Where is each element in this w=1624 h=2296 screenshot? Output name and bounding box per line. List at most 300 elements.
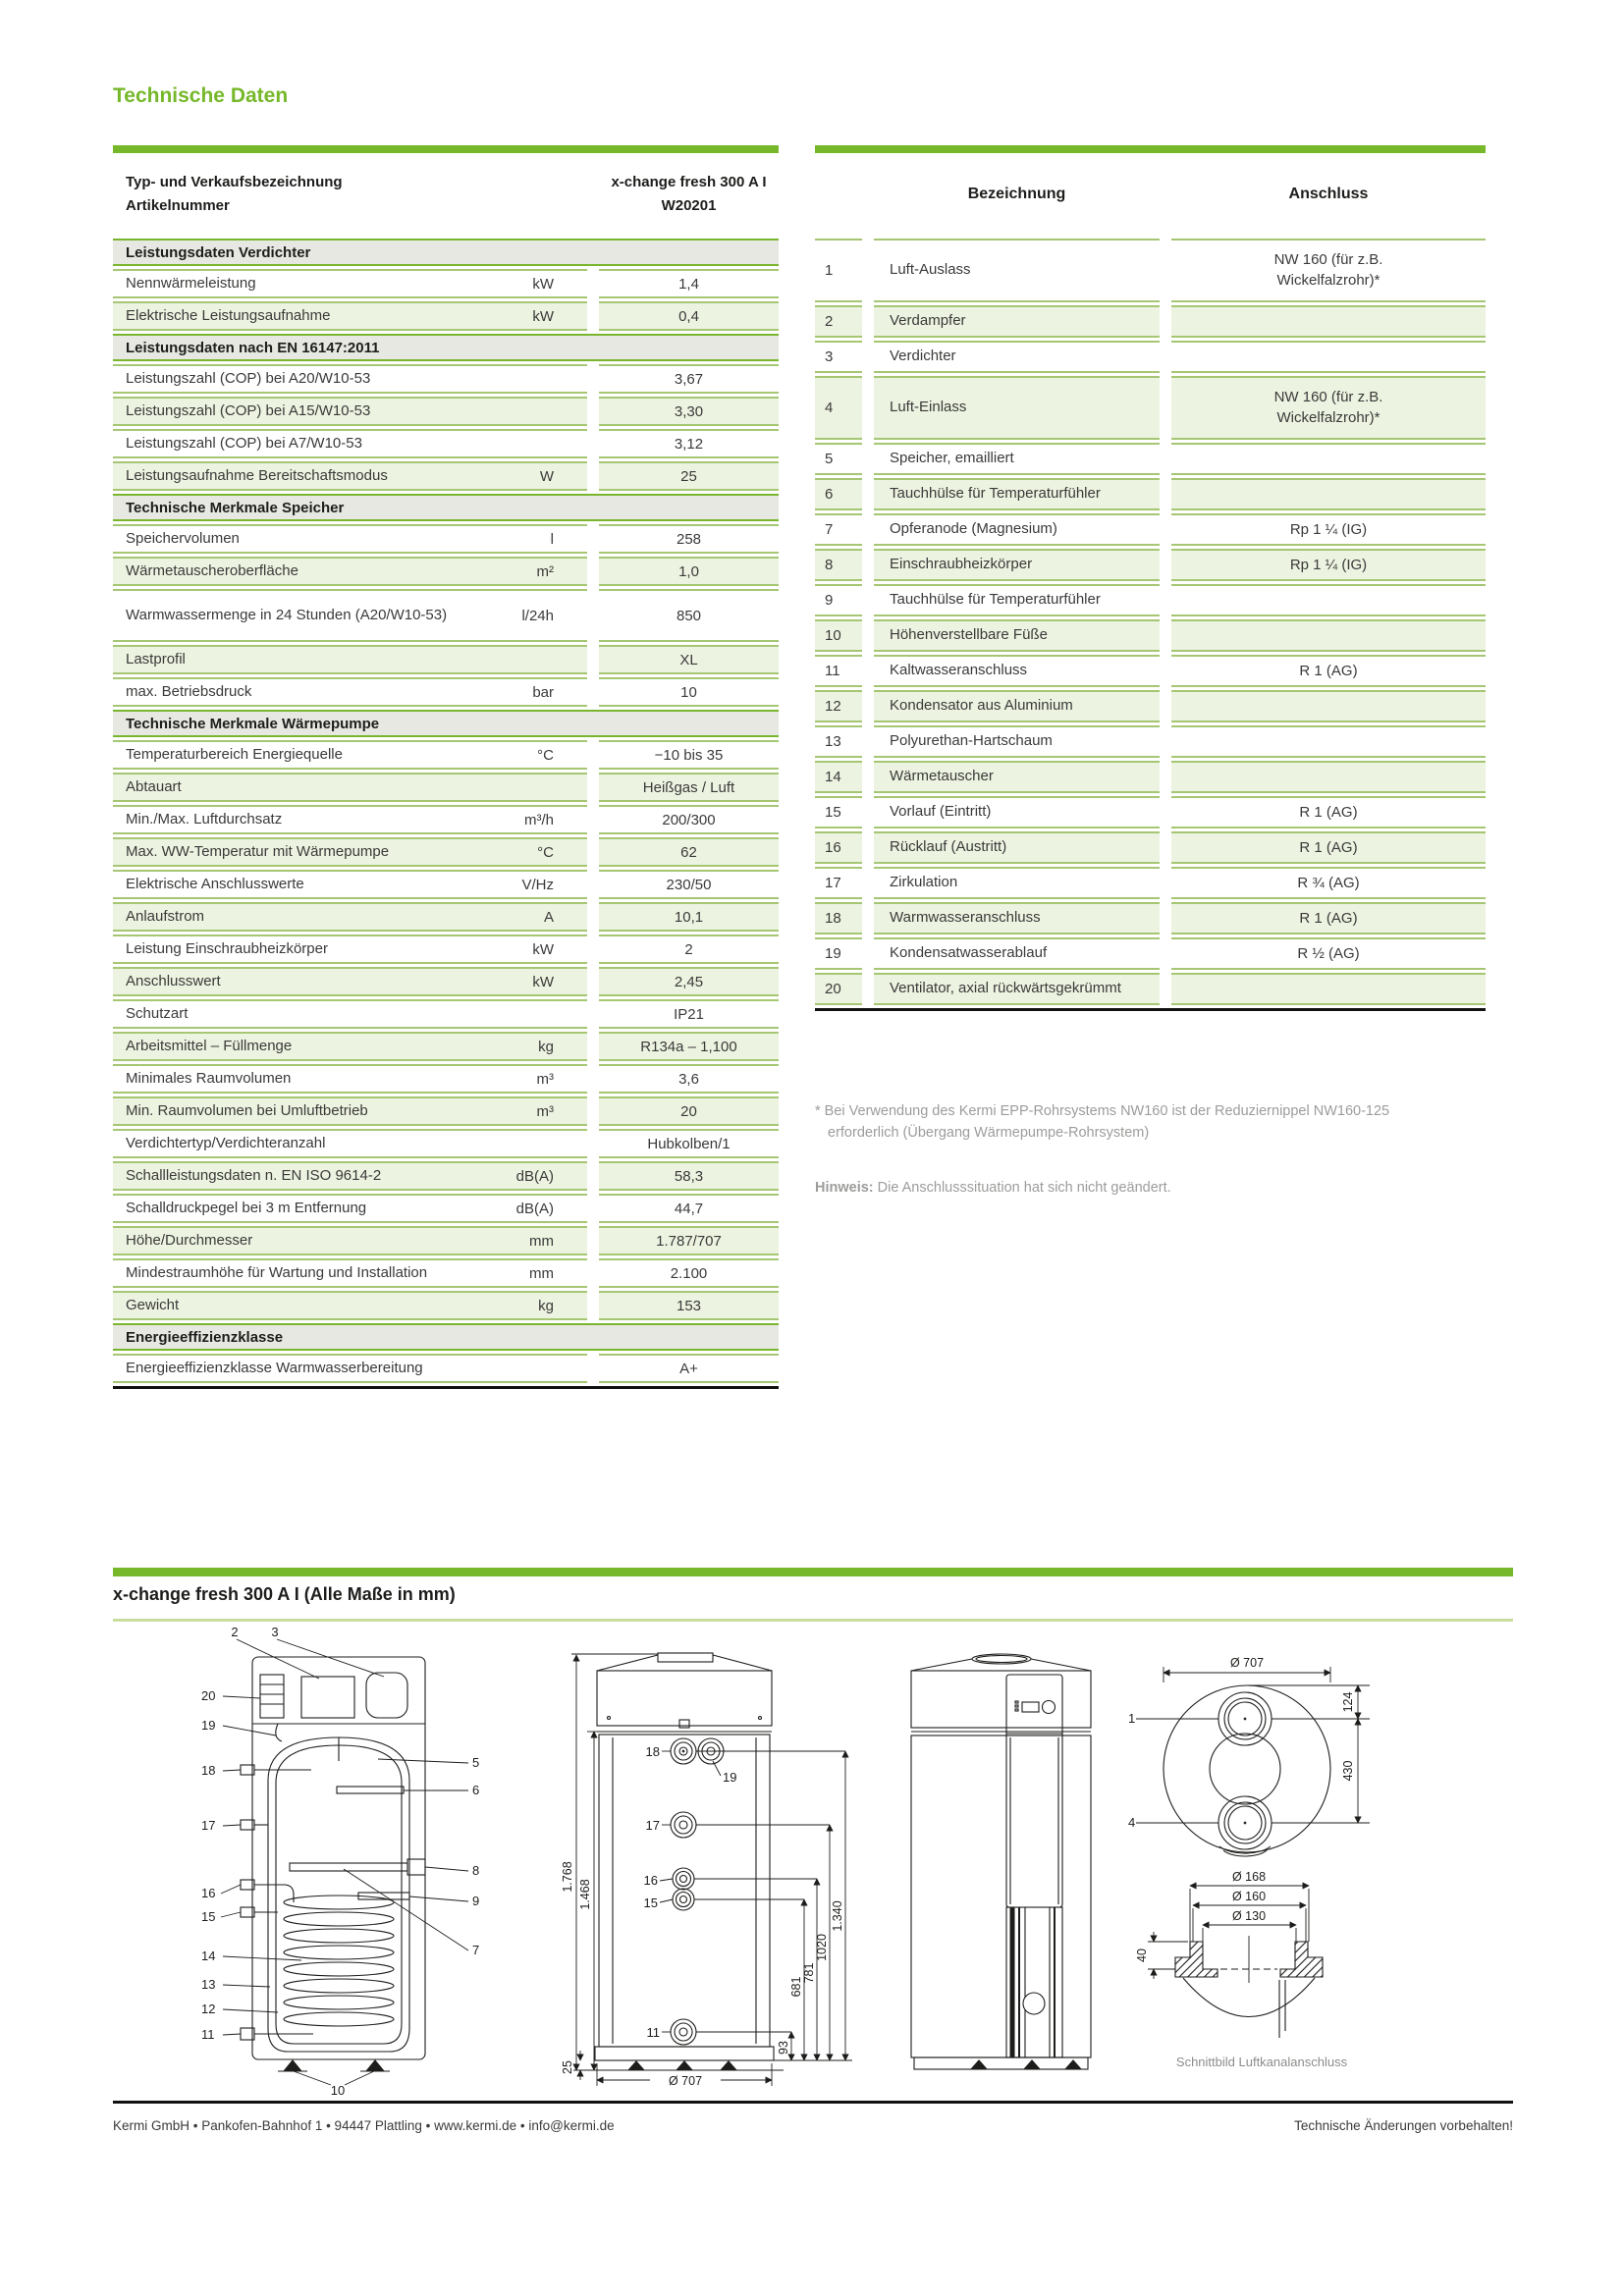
callout-2: 2: [231, 1625, 239, 1639]
cutaway-geometry: [241, 1657, 425, 2071]
connection-row: [815, 305, 1486, 338]
connection-row-number: 16: [815, 831, 862, 864]
footer-disclaimer: Technische Änderungen vorbehalten!: [1294, 2118, 1513, 2133]
port-label-18: 18: [645, 1744, 660, 1759]
callout-5: 5: [472, 1755, 480, 1770]
dim-25: 25: [561, 2060, 574, 2074]
spec-row-main: [113, 461, 587, 491]
connection-row: [815, 584, 1486, 616]
spec-header-line2: Artikelnummer: [126, 197, 230, 214]
dim-total-height: 1.768: [561, 1861, 574, 1893]
dim-duct-40: 40: [1135, 1949, 1149, 1962]
connection-row-name: [874, 584, 1160, 616]
connection-row-connection: [1171, 619, 1486, 652]
connection-size-text: Rp 1 ¼ (IG): [1289, 521, 1368, 538]
spec-row-value: 3,12: [599, 429, 779, 458]
connection-row-connection: [1171, 690, 1486, 722]
spec-row-value: 1.787/707: [599, 1226, 779, 1255]
connection-row-name: [874, 973, 1160, 1005]
spec-row-label: Temperaturbereich Energiequelle: [126, 745, 343, 763]
duct-dimension-lines: [1148, 1886, 1309, 1979]
spec-row-unit: kW: [532, 275, 554, 293]
spec-row: [113, 364, 779, 394]
callout-1: 1: [1128, 1711, 1136, 1726]
connection-name-text: Verdichter: [890, 347, 956, 365]
article-number: W20201: [661, 197, 717, 214]
spec-row-value: R134a – 1,100: [599, 1032, 779, 1061]
footer: [113, 2118, 1513, 2133]
connection-row-name: [874, 761, 1160, 793]
spec-row-main: [113, 301, 587, 331]
drawings-section-bar: [113, 1568, 1513, 1576]
spec-row-unit: kg: [538, 1297, 554, 1314]
callout-9: 9: [472, 1894, 480, 1908]
spec-row-main: [113, 364, 587, 394]
connection-name-text: Speicher, emailliert: [890, 450, 1014, 467]
callout-8: 8: [472, 1863, 480, 1878]
spec-row-label: Leistungsaufnahme Bereitschaftsmodus: [126, 466, 388, 484]
product-name: x-change fresh 300 A I: [611, 174, 767, 190]
spec-row: [113, 934, 779, 964]
callout-4: 4: [1128, 1815, 1136, 1830]
spec-row-unit: dB(A): [515, 1167, 554, 1185]
connection-name-text: Polyurethan-Hartschaum: [890, 732, 1053, 750]
port-label-17: 17: [645, 1818, 660, 1833]
spec-table-rows: [113, 239, 779, 1383]
spec-table-header: [113, 153, 779, 236]
connection-row-number: 10: [815, 619, 862, 652]
connection-row-connection: [1171, 584, 1486, 616]
spec-row-label: Abtauart: [126, 777, 182, 795]
connection-size-text: R ¾ (AG): [1297, 875, 1360, 891]
spec-row: [113, 1354, 779, 1383]
connection-row-connection: [1171, 725, 1486, 758]
top-view-geometry: [1164, 1685, 1330, 1856]
connection-name-text: Luft-Einlass: [890, 399, 967, 416]
spec-row-label: Min. Raumvolumen bei Umluftbetrieb: [126, 1101, 368, 1119]
connection-row-name: [874, 655, 1160, 687]
spec-row-main: [113, 1291, 587, 1320]
spec-row-value: −10 bis 35: [599, 740, 779, 770]
front-dimension-lines: [571, 1654, 852, 2086]
front-geometry: [573, 1653, 784, 2070]
spec-row-label: Gewicht: [126, 1296, 180, 1313]
spec-row: [113, 269, 779, 298]
spec-row-label: Leistung Einschraubheizkörper: [126, 939, 328, 957]
spec-row-unit: V/Hz: [521, 876, 554, 893]
connection-row-connection: [1171, 973, 1486, 1005]
spec-row: [113, 902, 779, 932]
spec-row-value: 850: [599, 589, 779, 642]
connection-row-name: [874, 725, 1160, 758]
spec-row-value: 3,30: [599, 397, 779, 426]
spec-row-main: [113, 1226, 587, 1255]
connection-row: [815, 973, 1486, 1005]
connection-row-name: [874, 478, 1160, 510]
spec-row-value: 1,0: [599, 557, 779, 586]
dim-93: 93: [777, 2041, 790, 2055]
connection-row-name: [874, 341, 1160, 373]
connection-row-number: 20: [815, 973, 862, 1005]
spec-row-main: [113, 1096, 587, 1126]
spec-header-product: [599, 153, 779, 236]
spec-row-label: Verdichtertyp/Verdichteranzahl: [126, 1134, 326, 1151]
spec-row: [113, 397, 779, 426]
front-view-geometry: [911, 1654, 1091, 2069]
connection-row-number: 1: [815, 239, 862, 302]
spec-row-label: Min./Max. Luftdurchsatz: [126, 810, 283, 828]
spec-row-main: [113, 740, 587, 770]
spec-row-main: [113, 269, 587, 298]
port-16: [673, 1868, 694, 1890]
connection-row: [815, 796, 1486, 828]
spec-row-main: [113, 934, 587, 964]
spec-row-unit: kg: [538, 1038, 554, 1055]
spec-row-main: [113, 429, 587, 458]
spec-row: [113, 1064, 779, 1094]
spec-header-line1: Typ- und Verkaufsbezeichnung: [126, 174, 343, 190]
top-view-dimension-lines: [1136, 1667, 1370, 1823]
callout-13: 13: [201, 1977, 216, 1992]
dim-duct-130: Ø 130: [1231, 1909, 1267, 1923]
spec-row-main: [113, 999, 587, 1029]
connection-row-connection: [1171, 867, 1486, 899]
spec-row-unit: m²: [536, 562, 554, 580]
spec-row: [113, 870, 779, 899]
port-11: [671, 2019, 696, 2045]
port-15: [673, 1889, 694, 1910]
connection-name-text: Wärmetauscher: [890, 768, 994, 785]
dim-781: 781: [802, 1962, 816, 1984]
spec-row-value: 2.100: [599, 1258, 779, 1288]
connections-table-header: [815, 153, 1486, 236]
spec-row-label: max. Betriebsdruck: [126, 682, 252, 700]
connection-row-name: [874, 796, 1160, 828]
callout-17: 17: [201, 1818, 216, 1833]
connection-row: [815, 902, 1486, 934]
connection-size-text: NW 160 (für z.B. Wickelfalzrohr)*: [1273, 251, 1383, 289]
connection-row-number: 2: [815, 305, 862, 338]
spec-section-row: [113, 239, 779, 266]
connections-header-connection: Anschluss: [1288, 186, 1369, 202]
connection-row: [815, 478, 1486, 510]
connection-row-connection: [1171, 655, 1486, 687]
spec-row-main: [113, 870, 587, 899]
connection-row: [815, 725, 1486, 758]
spec-row: [113, 1096, 779, 1126]
spec-row-main: [113, 397, 587, 426]
front-view-drawing: [908, 1647, 1095, 2094]
spec-row-value: 258: [599, 524, 779, 554]
spec-row-main: [113, 902, 587, 932]
connection-row: [815, 655, 1486, 687]
callout-12: 12: [201, 2002, 216, 2016]
connection-size-text: R ½ (AG): [1297, 945, 1360, 962]
port-label-19: 19: [723, 1770, 737, 1785]
connection-row-number: 11: [815, 655, 862, 687]
connection-name-text: Tauchhülse für Temperaturfühler: [890, 591, 1101, 609]
spec-row-main: [113, 1032, 587, 1061]
connections-table: [815, 145, 1486, 1011]
spec-row: [113, 773, 779, 802]
connection-name-text: Warmwasseranschluss: [890, 909, 1041, 927]
spec-row: [113, 1291, 779, 1320]
spec-row-main: [113, 1194, 587, 1223]
spec-row: [113, 524, 779, 554]
spec-row: [113, 805, 779, 834]
connection-row: [815, 867, 1486, 899]
spec-row-unit: l: [550, 530, 554, 548]
spec-row: [113, 461, 779, 491]
spec-row-label: Höhe/Durchmesser: [126, 1231, 253, 1249]
dim-681: 681: [789, 1976, 803, 1998]
spec-row: [113, 677, 779, 707]
spec-row-main: [113, 677, 587, 707]
port-label-16: 16: [643, 1873, 658, 1888]
connection-row-number: 3: [815, 341, 862, 373]
spec-row-main: [113, 645, 587, 674]
spec-row: [113, 645, 779, 674]
callout-15: 15: [201, 1909, 216, 1924]
connection-row-name: [874, 690, 1160, 722]
connection-name-text: Rücklauf (Austritt): [890, 838, 1007, 856]
callout-7: 7: [472, 1943, 480, 1957]
duct-section-geometry: [1175, 1936, 1323, 2038]
connections-table-top-bar: [815, 145, 1486, 153]
dim-diameter-707: Ø 707: [668, 2074, 703, 2088]
callout-19: 19: [201, 1718, 216, 1733]
connection-row: [815, 549, 1486, 581]
connection-row-number: 8: [815, 549, 862, 581]
spec-row: [113, 999, 779, 1029]
connection-row-name: [874, 376, 1160, 440]
connections-header-name: Bezeichnung: [967, 186, 1066, 202]
connection-row-connection: [1171, 341, 1486, 373]
duct-section-caption: Schnittbild Luftkanalanschluss: [1175, 2055, 1348, 2069]
spec-section-label: Technische Merkmale Speicher: [113, 494, 779, 521]
connection-row-number: 5: [815, 443, 862, 475]
connection-row-name: [874, 937, 1160, 970]
callout-11: 11: [201, 2027, 215, 2042]
dim-duct-168: Ø 168: [1231, 1870, 1267, 1884]
dim-top-diameter: Ø 707: [1229, 1656, 1265, 1670]
spec-row-unit: mm: [529, 1232, 554, 1250]
connection-row: [815, 761, 1486, 793]
spec-row: [113, 1194, 779, 1223]
dim-1340: 1.340: [831, 1900, 844, 1932]
spec-row: [113, 429, 779, 458]
spec-row: [113, 1032, 779, 1061]
spec-row-main: [113, 837, 587, 867]
connection-size-text: R 1 (AG): [1299, 910, 1358, 927]
spec-row-label: Max. WW-Temperatur mit Wärmepumpe: [126, 842, 390, 860]
spec-row-value: 2,45: [599, 967, 779, 996]
spec-section-row: [113, 494, 779, 521]
spec-row-value: 230/50: [599, 870, 779, 899]
spec-row-label: Leistungszahl (COP) bei A7/W10-53: [126, 434, 362, 452]
hint-text: Die Anschlusssituation hat sich nicht geändert.: [873, 1180, 1171, 1196]
footnote: * Bei Verwendung des Kermi EPP-Rohrsystems NW160 ist der Reduziernippel NW160-125 erforderlich (Übergang Wärmepumpe-Rohrsystem): [815, 1103, 1390, 1141]
top-view-drawing: [1124, 1653, 1512, 2073]
connection-row: [815, 376, 1486, 440]
spec-row-unit: kW: [532, 940, 554, 958]
dim-430: 430: [1341, 1760, 1355, 1782]
spec-row-value: 10,1: [599, 902, 779, 932]
spec-row-main: [113, 524, 587, 554]
spec-row-value: 200/300: [599, 805, 779, 834]
spec-row-main: [113, 589, 587, 642]
connection-row-number: 18: [815, 902, 862, 934]
spec-row-label: Nennwärmeleistung: [126, 274, 256, 292]
connection-name-text: Opferanode (Magnesium): [890, 520, 1057, 538]
connection-size-text: R 1 (AG): [1299, 804, 1358, 821]
dimension-drawing: [548, 1641, 862, 2095]
spec-row: [113, 1226, 779, 1255]
dim-body-height: 1.468: [578, 1879, 592, 1910]
drawings-section-title: x-change fresh 300 A I (Alle Maße in mm): [113, 1584, 456, 1604]
connection-size-text: Rp 1 ¼ (IG): [1289, 557, 1368, 573]
spec-section-label: Leistungsdaten nach EN 16147:2011: [113, 334, 779, 361]
connection-row: [815, 443, 1486, 475]
port-label-11: 11: [646, 2025, 660, 2040]
spec-table: [113, 145, 779, 1389]
connection-name-text: Vorlauf (Eintritt): [890, 803, 992, 821]
spec-row: [113, 837, 779, 867]
port-17: [671, 1812, 696, 1838]
spec-section-label: Leistungsdaten Verdichter: [113, 239, 779, 266]
callout-18: 18: [201, 1763, 216, 1778]
spec-row-value: 58,3: [599, 1161, 779, 1191]
spec-section-label: Energieeffizienzklasse: [113, 1323, 779, 1351]
spec-section-row: [113, 710, 779, 737]
spec-row-value: 3,67: [599, 364, 779, 394]
connection-row: [815, 831, 1486, 864]
spec-row-value: 3,6: [599, 1064, 779, 1094]
connection-row-number: 12: [815, 690, 862, 722]
connection-size-text: R 1 (AG): [1299, 663, 1358, 679]
callout-3: 3: [271, 1625, 279, 1639]
connection-name-text: Zirkulation: [890, 874, 958, 891]
cutaway-leader-lines: [221, 1639, 468, 2085]
connection-row-connection: [1171, 902, 1486, 934]
connection-row: [815, 937, 1486, 970]
hint-note: [815, 1180, 1453, 1196]
spec-row-unit: kW: [532, 307, 554, 325]
spec-row-label: Leistungszahl (COP) bei A15/W10-53: [126, 401, 371, 419]
spec-row-label: Leistungszahl (COP) bei A20/W10-53: [126, 369, 371, 387]
connection-name-text: Einschraubheizkörper: [890, 556, 1033, 573]
port-label-15: 15: [643, 1896, 658, 1910]
spec-row-label: Arbeitsmittel – Füllmenge: [126, 1037, 293, 1054]
connection-row: [815, 341, 1486, 373]
spec-row-label: Schutzart: [126, 1004, 189, 1022]
spec-row-value: 62: [599, 837, 779, 867]
spec-row-value: Heißgas / Luft: [599, 773, 779, 802]
spec-row-main: [113, 1258, 587, 1288]
spec-table-bottom-rule: [113, 1386, 779, 1389]
spec-row-unit: bar: [532, 683, 554, 701]
spec-row-label: Wärmetauscheroberfläche: [126, 561, 298, 579]
connection-row-number: 13: [815, 725, 862, 758]
spec-row-main: [113, 773, 587, 802]
spec-row-label: Speichervolumen: [126, 529, 240, 547]
cutaway-drawing: [191, 1622, 491, 2098]
footer-rule: [113, 2101, 1513, 2104]
connection-row-connection: [1171, 305, 1486, 338]
connection-row-name: [874, 443, 1160, 475]
spec-row-unit: dB(A): [515, 1200, 554, 1217]
connections-table-bottom-rule: [815, 1008, 1486, 1011]
spec-row: [113, 967, 779, 996]
connection-row-name: [874, 902, 1160, 934]
spec-header-label: [113, 153, 587, 236]
spec-row-value: 20: [599, 1096, 779, 1126]
connection-row-name: [874, 305, 1160, 338]
connection-size-text: NW 160 (für z.B. Wickelfalzrohr)*: [1273, 389, 1383, 426]
spec-row-unit: m³/h: [524, 811, 554, 828]
connection-name-text: Kaltwasseranschluss: [890, 662, 1028, 679]
connection-row: [815, 619, 1486, 652]
spec-row-main: [113, 1161, 587, 1191]
connection-row-number: 14: [815, 761, 862, 793]
connection-name-text: Tauchhülse für Temperaturfühler: [890, 485, 1101, 503]
spec-row-value: 0,4: [599, 301, 779, 331]
spec-row: [113, 301, 779, 331]
spec-row-label: Schallleistungsdaten n. EN ISO 9614-2: [126, 1166, 382, 1184]
spec-row-value: 10: [599, 677, 779, 707]
footer-company-address: Kermi GmbH • Pankofen-Bahnhof 1 • 94447 Plattling • www.kermi.de • info@kermi.de: [113, 2118, 615, 2133]
spec-row-label: Schalldruckpegel bei 3 m Entfernung: [126, 1199, 367, 1216]
spec-row-main: [113, 557, 587, 586]
connection-row-number: 7: [815, 513, 862, 546]
connection-row-connection: [1171, 443, 1486, 475]
dim-124: 124: [1341, 1691, 1355, 1713]
connection-row-name: [874, 831, 1160, 864]
connection-row-name: [874, 239, 1160, 302]
connection-name-text: Kondensatwasserablauf: [890, 944, 1048, 962]
connection-size-text: R 1 (AG): [1299, 839, 1358, 856]
connection-row-name: [874, 513, 1160, 546]
connection-name-text: Luft-Auslass: [890, 261, 971, 279]
connection-row-connection: [1171, 478, 1486, 510]
connection-row-connection: [1171, 376, 1486, 440]
spec-row-value: IP21: [599, 999, 779, 1029]
spec-row-value: Hubkolben/1: [599, 1129, 779, 1158]
connection-row: [815, 239, 1486, 302]
connection-row-connection: [1171, 831, 1486, 864]
connection-row-connection: [1171, 761, 1486, 793]
page-title: Technische Daten: [113, 84, 289, 107]
spec-row: [113, 557, 779, 586]
dim-duct-160: Ø 160: [1231, 1890, 1267, 1903]
spec-row-label: Elektrische Leistungsaufnahme: [126, 306, 331, 324]
spec-row-label: Energieeffizienzklasse Warmwasserbereitung: [126, 1359, 423, 1376]
connection-row-number: 4: [815, 376, 862, 440]
spec-row-unit: °C: [537, 843, 554, 861]
spec-row-label: Anschlusswert: [126, 972, 221, 989]
connection-name-text: Höhenverstellbare Füße: [890, 626, 1048, 644]
hint-label: Hinweis:: [815, 1180, 874, 1196]
connection-row: [815, 513, 1486, 546]
connection-name-text: Kondensator aus Aluminium: [890, 697, 1073, 715]
spec-row-label: Anlaufstrom: [126, 907, 205, 925]
spec-row-label: Mindestraumhöhe für Wartung und Installation: [126, 1263, 428, 1281]
spec-row-value: 1,4: [599, 269, 779, 298]
spec-row-value: 2: [599, 934, 779, 964]
spec-row-main: [113, 1064, 587, 1094]
port-18: [671, 1738, 696, 1764]
spec-row-value: XL: [599, 645, 779, 674]
